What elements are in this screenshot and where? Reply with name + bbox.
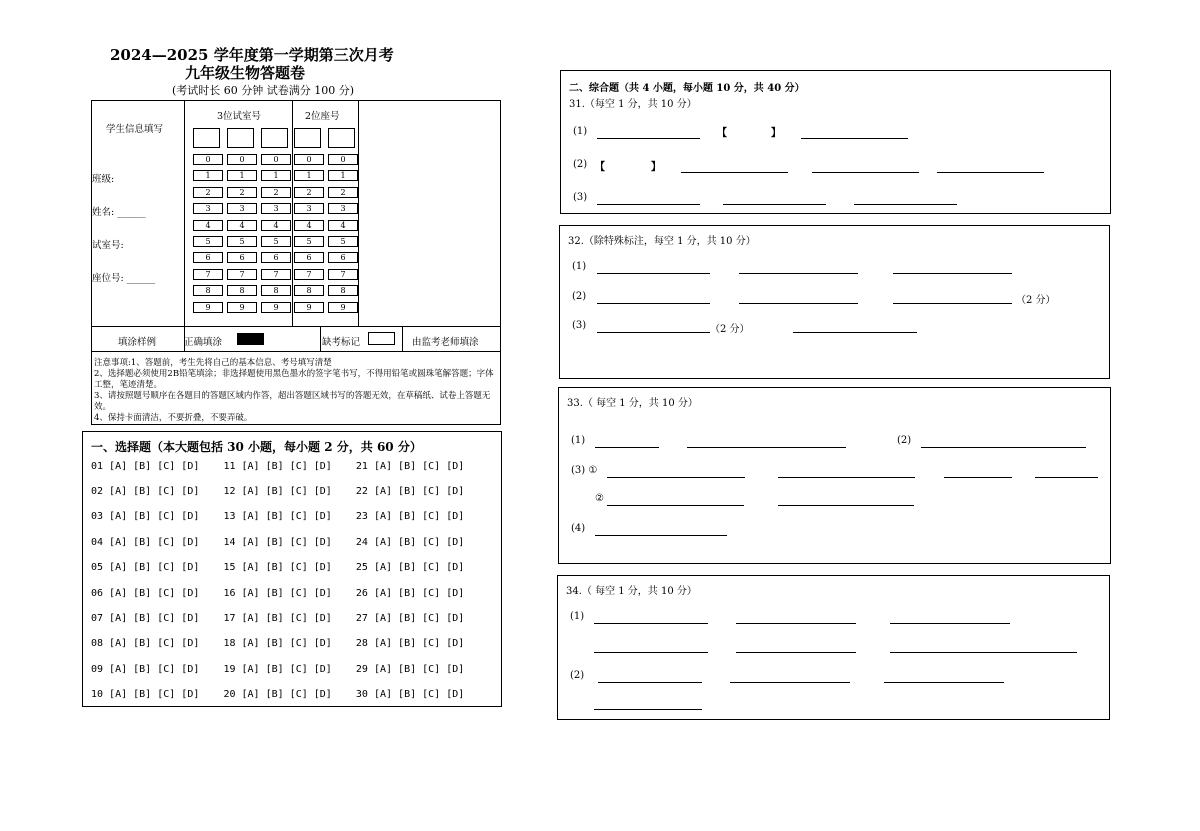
seat-digit-bubble[interactable]: 1 — [328, 170, 358, 181]
mc-row[interactable]: 07 [A] [B] [C] [D] 17 [A] [B] [C] [D] 27 [A] [B] [C] [D] — [91, 613, 465, 624]
part-label: (2) — [570, 670, 585, 681]
seat-digit-bubble[interactable]: 2 — [328, 187, 358, 198]
exam-room-digit-bubble[interactable]: 1 — [261, 170, 291, 181]
seat-digit-bubble[interactable]: 4 — [294, 220, 324, 231]
answer-blank[interactable] — [597, 303, 710, 304]
part-label: (3) — [573, 192, 588, 203]
question-31-panel — [560, 70, 1111, 214]
seat-digit-bubble[interactable]: 5 — [328, 236, 358, 247]
fill-example-label: 填涂样例 — [118, 337, 157, 348]
note-line: 4、保持卡面清洁，不要折叠，不要弄破。 — [94, 413, 253, 423]
answer-blank[interactable] — [607, 505, 744, 506]
exam-room-digit-bubble[interactable]: 4 — [227, 220, 257, 231]
seat-digit-bubble[interactable]: 0 — [294, 154, 324, 165]
note-line: 注意事项:1、答题前，考生先将自己的基本信息、考号填写清楚 — [94, 358, 332, 368]
multiple-choice-section — [82, 431, 502, 707]
points-note: （2 分） — [710, 324, 750, 335]
exam-room-digit-bubble[interactable]: 5 — [261, 236, 291, 247]
bracket-open: 【 — [595, 162, 605, 173]
answer-blank[interactable] — [884, 682, 1004, 683]
answer-blank[interactable] — [944, 477, 1012, 478]
student-info-label: 学生信息填写 — [106, 124, 164, 135]
answer-blank[interactable] — [687, 447, 846, 448]
answer-blank[interactable] — [730, 682, 850, 683]
exam-room-digit-bubble[interactable]: 0 — [261, 154, 291, 165]
exam-room-digit-bubble[interactable]: 5 — [227, 236, 257, 247]
part-label: (2) — [897, 435, 912, 446]
divider — [358, 101, 359, 326]
seat-digit-bubble[interactable]: 7 — [328, 269, 358, 280]
answer-blank[interactable] — [778, 477, 915, 478]
divider — [92, 351, 500, 352]
answer-blank[interactable] — [736, 652, 856, 653]
answer-blank[interactable] — [597, 204, 700, 205]
points-note: （2 分） — [1016, 295, 1056, 306]
answer-blank[interactable] — [594, 623, 708, 624]
answer-blank[interactable] — [723, 204, 826, 205]
question-label: 34.（ 每空 1 分，共 10 分） — [566, 586, 697, 597]
exam-room-digit-bubble[interactable]: 0 — [227, 154, 257, 165]
answer-blank[interactable] — [937, 172, 1044, 173]
seat-digit-bubble[interactable]: 6 — [328, 252, 358, 263]
part-label: (1) — [572, 261, 587, 272]
absent-mark-label: 缺考标记 — [322, 337, 361, 348]
seat-digit-bubble[interactable]: 4 — [328, 220, 358, 231]
exam-room-digit-bubble[interactable]: 1 — [193, 170, 223, 181]
absent-mark-box[interactable] — [368, 332, 395, 345]
exam-room-digit-bubble[interactable]: 9 — [193, 302, 223, 313]
exam-room-digit-bubble[interactable]: 7 — [193, 269, 223, 280]
answer-blank[interactable] — [801, 138, 908, 139]
exam-room-digit-bubble[interactable]: 8 — [261, 285, 291, 296]
mc-row[interactable]: 04 [A] [B] [C] [D] 14 [A] [B] [C] [D] 24 [A] [B] [C] [D] — [91, 537, 465, 548]
part-label: (2) — [572, 291, 587, 302]
exam-room-digit-bubble[interactable]: 9 — [261, 302, 291, 313]
student-info-box — [91, 100, 501, 425]
seat-digit-bubble[interactable]: 5 — [294, 236, 324, 247]
exam-room-digit-box[interactable] — [227, 128, 254, 148]
exam-room-digit-box[interactable] — [193, 128, 220, 148]
exam-room-digit-bubble[interactable]: 3 — [193, 203, 223, 214]
correct-fill-label: 正确填涂 — [184, 337, 223, 348]
exam-room-digit-bubble[interactable]: 3 — [261, 203, 291, 214]
question-32-panel — [559, 225, 1110, 379]
answer-blank[interactable] — [597, 332, 710, 333]
seat-digit-bubble[interactable]: 3 — [328, 203, 358, 214]
question-label: 32.（除特殊标注，每空 1 分，共 10 分） — [568, 236, 756, 247]
answer-blank[interactable] — [854, 204, 957, 205]
seat-digit-box[interactable] — [294, 128, 321, 148]
bracket-close: 】 — [651, 162, 661, 173]
exam-room-digit-bubble[interactable]: 8 — [227, 285, 257, 296]
answer-blank[interactable] — [893, 273, 1012, 274]
answer-blank[interactable] — [594, 709, 702, 710]
exam-room-digit-bubble[interactable]: 3 — [227, 203, 257, 214]
answer-blank[interactable] — [793, 332, 917, 333]
answer-blank[interactable] — [681, 172, 788, 173]
part-label: (2) — [573, 159, 588, 170]
mc-row[interactable]: 10 [A] [B] [C] [D] 20 [A] [B] [C] [D] 30 [A] [B] [C] [D] — [91, 689, 465, 700]
exam-duration-note: (考试时长 60 分钟 试卷满分 100 分) — [172, 84, 355, 97]
sub-part-label: ② — [595, 493, 604, 504]
part-label: (1) — [571, 435, 586, 446]
seat-digit-bubble[interactable]: 3 — [294, 203, 324, 214]
seat-digit-box[interactable] — [328, 128, 355, 148]
seat-digit-bubble[interactable]: 8 — [294, 285, 324, 296]
answer-blank[interactable] — [607, 477, 745, 478]
mc-row[interactable]: 06 [A] [B] [C] [D] 16 [A] [B] [C] [D] 26 [A] [B] [C] [D] — [91, 588, 465, 599]
answer-blank[interactable] — [595, 535, 727, 536]
answer-blank[interactable] — [594, 652, 708, 653]
mc-row[interactable]: 09 [A] [B] [C] [D] 19 [A] [B] [C] [D] 29 [A] [B] [C] [D] — [91, 664, 465, 675]
exam-room-digit-bubble[interactable]: 7 — [227, 269, 257, 280]
exam-room-digit-bubble[interactable]: 2 — [193, 187, 223, 198]
divider — [292, 101, 293, 326]
answer-blank[interactable] — [890, 652, 1077, 653]
answer-blank[interactable] — [812, 172, 919, 173]
answer-blank[interactable] — [736, 623, 856, 624]
class-label: 班级: — [92, 174, 115, 185]
question-label: 33.（ 每空 1 分，共 10 分） — [567, 398, 698, 409]
mc-heading: 一、选择题（本大题包括 30 小题，每小题 2 分，共 60 分） — [91, 440, 422, 454]
seat-digit-bubble[interactable]: 9 — [294, 302, 324, 313]
seat-header: 2位座号 — [305, 111, 340, 122]
notes — [94, 358, 498, 424]
divider — [402, 326, 403, 351]
proctor-fill-label: 由监考老师填涂 — [412, 337, 479, 348]
exam-room-digit-bubble[interactable]: 5 — [193, 236, 223, 247]
seat-digit-bubble[interactable]: 2 — [294, 187, 324, 198]
exam-room-header: 3位试室号 — [217, 111, 262, 122]
answer-blank[interactable] — [597, 273, 710, 274]
part-label: (4) — [571, 523, 586, 534]
mc-row[interactable]: 02 [A] [B] [C] [D] 12 [A] [B] [C] [D] 22 [A] [B] [C] [D] — [91, 486, 465, 497]
mc-row[interactable]: 05 [A] [B] [C] [D] 15 [A] [B] [C] [D] 25 [A] [B] [C] [D] — [91, 562, 465, 573]
exam-room-digit-bubble[interactable]: 6 — [193, 252, 223, 263]
divider — [92, 326, 500, 327]
seat-digit-bubble[interactable]: 1 — [294, 170, 324, 181]
exam-room-digit-bubble[interactable]: 2 — [261, 187, 291, 198]
note-line: 3、请按照题号顺序在各题目的答题区域内作答，超出答题区域书写的答题无效，在草稿纸、试卷上答题无效。 — [94, 391, 491, 412]
exam-room-digit-bubble[interactable]: 1 — [227, 170, 257, 181]
seat-label: 座位号: ______ — [92, 273, 156, 284]
exam-room-digit-bubble[interactable]: 2 — [227, 187, 257, 198]
section-heading: 二、综合题（共 4 小题，每小题 10 分，共 40 分） — [569, 83, 805, 94]
question-label: 31.（每空 1 分，共 10 分） — [569, 99, 697, 110]
answer-blank[interactable] — [890, 623, 1010, 624]
bracket-close: 】 — [771, 128, 781, 139]
room-label: 试室号: — [92, 240, 124, 251]
answer-blank[interactable] — [597, 138, 700, 139]
mc-row[interactable]: 03 [A] [B] [C] [D] 13 [A] [B] [C] [D] 23 [A] [B] [C] [D] — [91, 511, 465, 522]
answer-blank[interactable] — [893, 303, 1012, 304]
seat-digit-bubble[interactable]: 8 — [328, 285, 358, 296]
note-line: 2、选择题必须使用2B铅笔填涂；非选择题使用黑色墨水的签字笔书写，不得用铅笔或圆珠笔解答题；字体工整，笔迹清楚。 — [94, 369, 494, 390]
part-label: (3) ① — [571, 465, 598, 476]
part-label: (1) — [573, 126, 588, 137]
seat-digit-bubble[interactable]: 0 — [328, 154, 358, 165]
exam-room-digit-bubble[interactable]: 7 — [261, 269, 291, 280]
mc-row[interactable]: 01 [A] [B] [C] [D] 11 [A] [B] [C] [D] 21 [A] [B] [C] [D] — [91, 461, 465, 472]
question-34-panel — [557, 575, 1110, 720]
part-label: (3) — [572, 320, 587, 331]
exam-room-digit-bubble[interactable]: 8 — [193, 285, 223, 296]
answer-blank[interactable] — [598, 682, 702, 683]
seat-digit-bubble[interactable]: 9 — [328, 302, 358, 313]
exam-room-digit-bubble[interactable]: 4 — [193, 220, 223, 231]
answer-blank[interactable] — [595, 447, 659, 448]
bracket-open: 【 — [717, 128, 727, 139]
page-subtitle: 九年级生物答题卷 — [185, 64, 306, 82]
divider — [184, 101, 185, 326]
divider — [320, 326, 321, 351]
exam-room-digit-bubble[interactable]: 6 — [261, 252, 291, 263]
exam-room-digit-bubble[interactable]: 6 — [227, 252, 257, 263]
part-label: (1) — [570, 611, 585, 622]
exam-room-digit-bubble[interactable]: 0 — [193, 154, 223, 165]
exam-room-digit-bubble[interactable]: 9 — [227, 302, 257, 313]
answer-blank[interactable] — [1035, 477, 1098, 478]
filled-sample-bubble — [237, 333, 264, 345]
exam-room-digit-bubble[interactable]: 4 — [261, 220, 291, 231]
mc-row[interactable]: 08 [A] [B] [C] [D] 18 [A] [B] [C] [D] 28 [A] [B] [C] [D] — [91, 638, 465, 649]
answer-blank[interactable] — [739, 273, 858, 274]
page-title: 2024—2025 学年度第一学期第三次月考 — [110, 46, 394, 64]
seat-digit-bubble[interactable]: 7 — [294, 269, 324, 280]
exam-room-digit-box[interactable] — [261, 128, 288, 148]
question-33-panel — [558, 387, 1111, 564]
answer-blank[interactable] — [739, 303, 858, 304]
name-label: 姓名: ______ — [92, 207, 146, 218]
answer-blank[interactable] — [921, 447, 1086, 448]
seat-digit-bubble[interactable]: 6 — [294, 252, 324, 263]
answer-blank[interactable] — [778, 505, 914, 506]
